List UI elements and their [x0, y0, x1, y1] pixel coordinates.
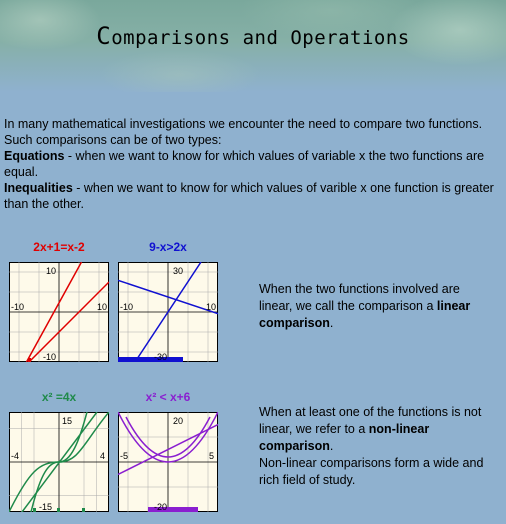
intro-text: [4, 116, 504, 212]
nonlinear-desc-line-2: Non-linear comparisons form a wide and rich field of study.: [259, 456, 484, 487]
equations-definition: [4, 148, 504, 180]
linear-comparison-term: linear comparison: [259, 299, 471, 330]
nonlinear-desc-end: .: [329, 439, 334, 453]
graph-linear-inequality[interactable]: [118, 262, 218, 362]
graph-label-nonlinear-equation: x² =4x: [41, 390, 77, 404]
inequalities-definition: [4, 180, 504, 212]
x-min-label: -10: [120, 302, 134, 312]
graph-label-linear-inequality: 9-x>2x: [149, 240, 187, 254]
title-text: omparisons and Operations: [111, 27, 410, 49]
x-min-label: -4: [11, 451, 20, 461]
x-min-label: -5: [120, 451, 129, 461]
y-min-label: -15: [39, 502, 53, 512]
x-max-label: 4: [99, 451, 105, 461]
linear-comparison-description: [259, 281, 489, 332]
y-max-label: 30: [173, 266, 184, 276]
inequalities-text: - when we want to know for which values of varible x one function is greater than the other.: [4, 181, 494, 211]
linear-desc-text: When the two functions involved are linear, we call the comparison a: [259, 282, 460, 313]
equations-term: Equations: [4, 149, 65, 163]
y-max-label: 10: [45, 266, 56, 276]
y-min-label: -30: [154, 352, 168, 362]
intro-line-1: In many mathematical investigations we encounter the need to compare two functions.: [4, 117, 483, 131]
graph-nonlinear-inequality[interactable]: [118, 412, 218, 512]
x-max-label: 10: [205, 302, 216, 312]
x-min-label: -10: [11, 302, 25, 312]
graph-linear-equation[interactable]: [9, 262, 109, 362]
inequalities-term: Inequalities: [4, 181, 73, 195]
equations-text: - when we want to know for which values of variable x the two functions are equal.: [4, 149, 485, 179]
page-title: [0, 22, 506, 50]
nonlinear-comparison-term: non-linear comparison: [259, 422, 430, 453]
y-max-label: 15: [62, 416, 73, 426]
x-max-label: 5: [208, 451, 214, 461]
title-initial: C: [96, 22, 112, 50]
nonlinear-comparison-description: [259, 404, 499, 489]
header-banner: [0, 0, 506, 92]
linear-desc-end: .: [329, 316, 334, 330]
graph-label-nonlinear-inequality: x² < x+6: [145, 390, 191, 404]
y-min-label: -20: [154, 502, 168, 512]
y-min-label: -10: [42, 352, 56, 362]
graph-label-linear-equation: 2x+1=x-2: [33, 240, 85, 254]
y-max-label: 20: [173, 416, 184, 426]
x-max-label: 10: [96, 302, 107, 312]
graph-nonlinear-equation[interactable]: [9, 412, 109, 512]
intro-line-2: Such comparisons can be of two types:: [4, 133, 222, 147]
nonlinear-desc-text: When at least one of the functions is not linear, we refer to a: [259, 405, 482, 436]
